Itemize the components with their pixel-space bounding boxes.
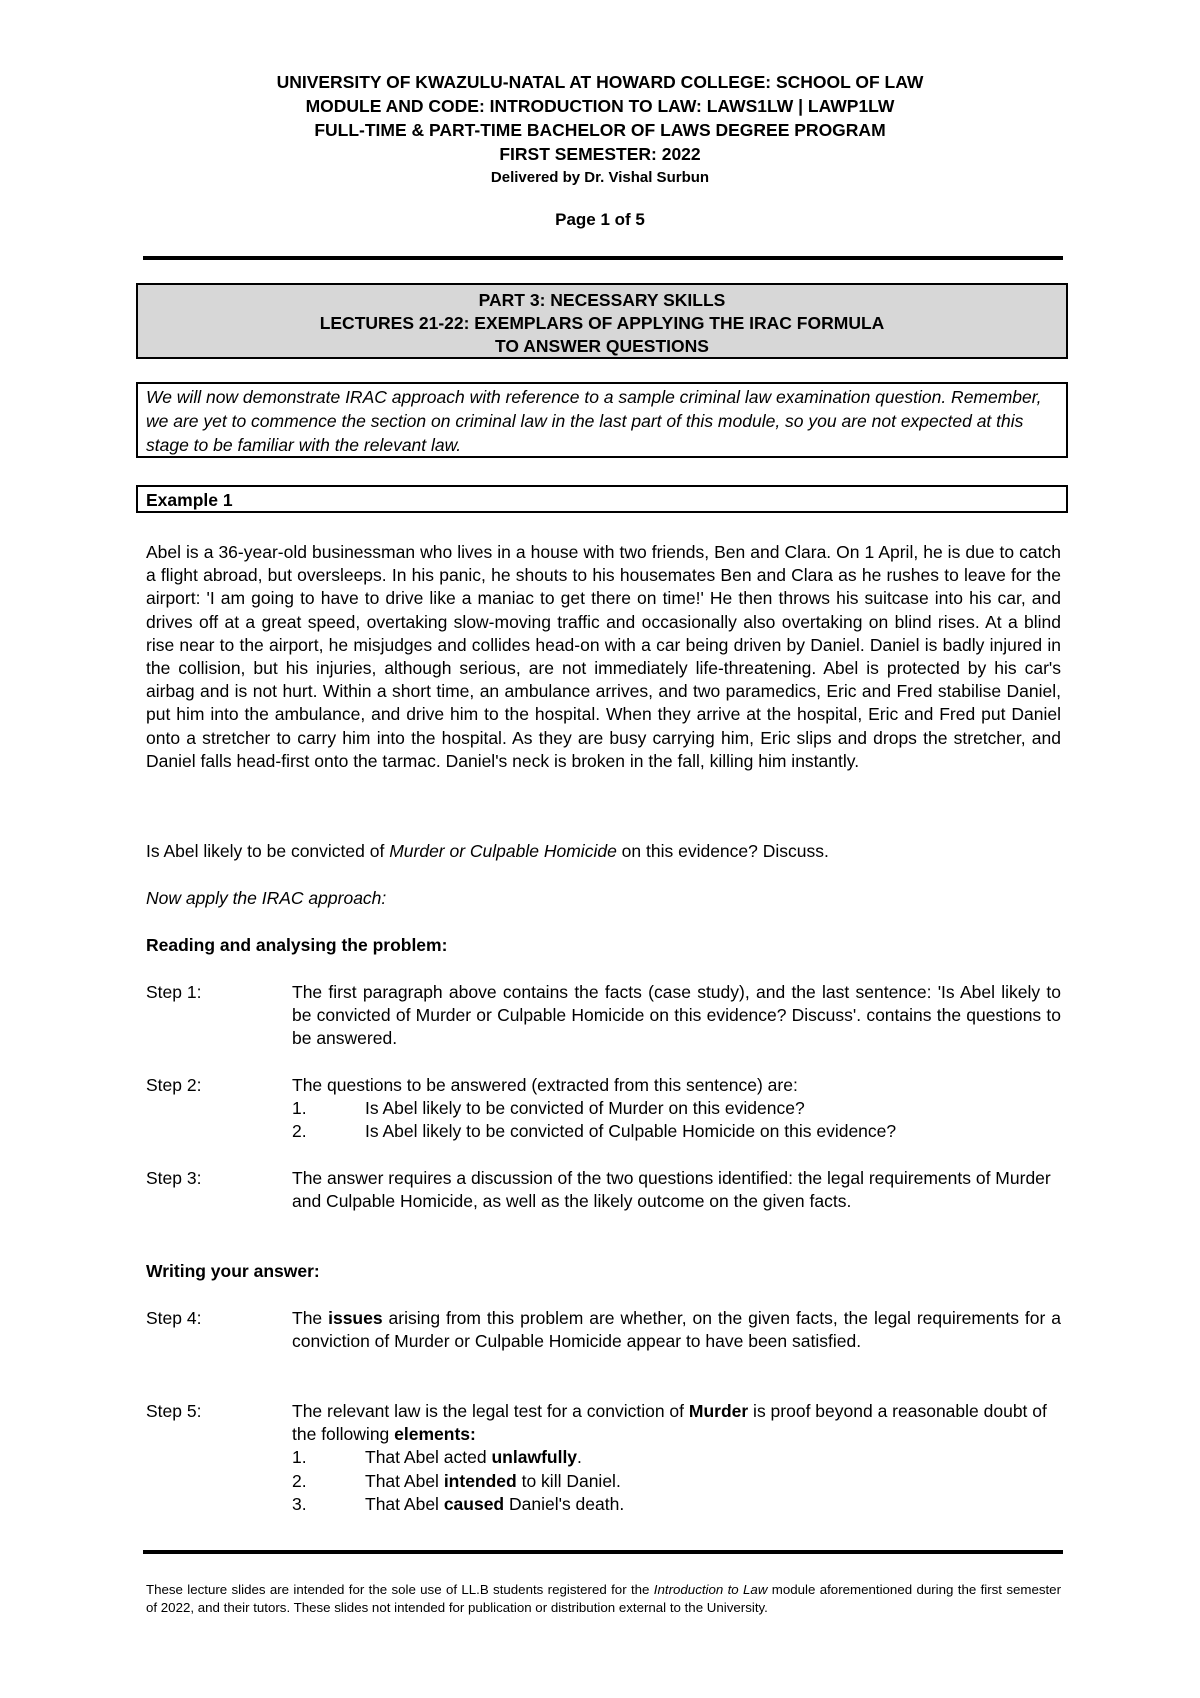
step-1 xyxy=(146,981,1061,1051)
step-text: The first paragraph above contains the facts (case study), and the last sentence: 'Is Abel likely to be convicted of Murder or Culpable Homicide on this evidence? Discuss'. contains the questions to be answered. xyxy=(292,982,1061,1049)
university-title: UNIVERSITY OF KWAZULU-NATAL AT HOWARD COLLEGE: SCHOOL OF LAW xyxy=(276,72,924,92)
step-label: Step 3: xyxy=(146,1168,202,1188)
page-number: Page 1 of 5 xyxy=(555,210,645,229)
list-item: 1. Is Abel likely to be convicted of Murder on this evidence? xyxy=(292,1098,805,1119)
list-item: 3. That Abel caused Daniel's death. xyxy=(292,1493,625,1514)
semester: FIRST SEMESTER: 2022 xyxy=(499,144,701,164)
document-header xyxy=(0,70,1200,230)
step-label: Step 1: xyxy=(146,982,202,1002)
lecture-subtitle: TO ANSWER QUESTIONS xyxy=(495,336,709,356)
question-paragraph: Is Abel likely to be convicted of Murder or Culpable Homicide on this evidence? Discuss. xyxy=(146,841,829,861)
writing-heading: Writing your answer: xyxy=(146,1261,320,1281)
degree-program: FULL-TIME & PART-TIME BACHELOR OF LAWS DEGREE PROGRAM xyxy=(314,120,886,140)
step-3 xyxy=(146,1167,1061,1213)
step-4 xyxy=(146,1307,1061,1353)
reading-heading: Reading and analysing the problem: xyxy=(146,935,448,955)
example-heading: Example 1 xyxy=(136,485,1068,513)
part-title: PART 3: NECESSARY SKILLS xyxy=(478,290,726,310)
list-item: 1. That Abel acted unlawfully. xyxy=(292,1447,582,1468)
step-text: The relevant law is the legal test for a conviction of Murder is proof beyond a reasonable doubt of the following elements: 1. That Abel acted unlawfully. 2. That Abel intended to kill Daniel. 3. That Abel caused Daniel's death. xyxy=(292,1400,1061,1516)
step-label: Step 4: xyxy=(146,1308,202,1328)
step-text: The questions to be answered (extracted from this sentence) are: 1. Is Abel likely to be convicted of Murder on this evidence? 2. Is Abel likely to be convicted of Culpable Homicide on this evidence? xyxy=(292,1074,1061,1144)
apply-note: Now apply the IRAC approach: xyxy=(146,888,387,908)
module-code: MODULE AND CODE: INTRODUCTION TO LAW: LAWS1LW | LAWP1LW xyxy=(305,96,895,116)
bottom-rule xyxy=(143,1550,1063,1554)
step-label: Step 5: xyxy=(146,1401,202,1421)
top-rule xyxy=(143,256,1063,260)
step-text: The issues arising from this problem are whether, on the given facts, the legal requirements for a conviction of Murder or Culpable Homicide appear to have been satisfied. xyxy=(292,1308,1061,1352)
lecturer: Delivered by Dr. Vishal Surbun xyxy=(490,169,710,186)
list-item: 2. That Abel intended to kill Daniel. xyxy=(292,1470,621,1491)
intro-note-box: We will now demonstrate IRAC approach with reference to a sample criminal law examination question. Remember, we are yet to commence the section on criminal law in the last part of this module, so you are not expected at this stage to be familiar with the relevant law. xyxy=(136,382,1068,458)
step-label: Step 2: xyxy=(146,1075,202,1095)
step-text: The answer requires a discussion of the two questions identified: the legal requirements of Murder and Culpable Homicide, as well as the likely outcome on the given facts. xyxy=(292,1168,1051,1212)
list-item: 2. Is Abel likely to be convicted of Culpable Homicide on this evidence? xyxy=(292,1121,897,1142)
footer-disclaimer: These lecture slides are intended for the sole use of LL.B students registered for the Introduction to Law module aforementioned during the first semester of 2022, and their tutors. These slides not intended for publication or distribution external to the University. xyxy=(146,1582,1062,1615)
lecture-title: LECTURES 21-22: EXEMPLARS OF APPLYING THE IRAC FORMULA xyxy=(319,313,885,333)
facts-paragraph: Abel is a 36-year-old businessman who lives in a house with two friends, Ben and Clara. On 1 April, he is due to catch a flight abroad, but oversleeps. In his panic, he shouts to his housemates Ben and Clara as he rushes to leave for the airport: 'I am going to have to drive like a maniac to get there on time!' He then throws his suitcase into his car, and drives off at a great speed, overtaking slow-moving traffic and occasionally also overtaking on blind rises. At a blind rise near to the airport, he misjudges and collides head-on with a car being driven by Daniel. Daniel is badly injured in the collision, but his injuries, although serious, are not immediately life-threatening. Abel is protected by his car's airbag and is not hurt. Within a short time, an ambulance arrives, and two paramedics, Eric and Fred stabilise Daniel, put him into the ambulance, and drive him to the hospital. When they arrive at the hospital, Eric and Fred put Daniel onto a stretcher to carry him into the hospital. As they are busy carrying him, Eric slips and drops the stretcher, and Daniel falls head-first onto the tarmac. Daniel's neck is broken in the fall, killing him instantly. xyxy=(146,542,1061,771)
step-2 xyxy=(146,1074,1061,1144)
step-5 xyxy=(146,1400,1061,1516)
part-title-box xyxy=(136,283,1068,359)
